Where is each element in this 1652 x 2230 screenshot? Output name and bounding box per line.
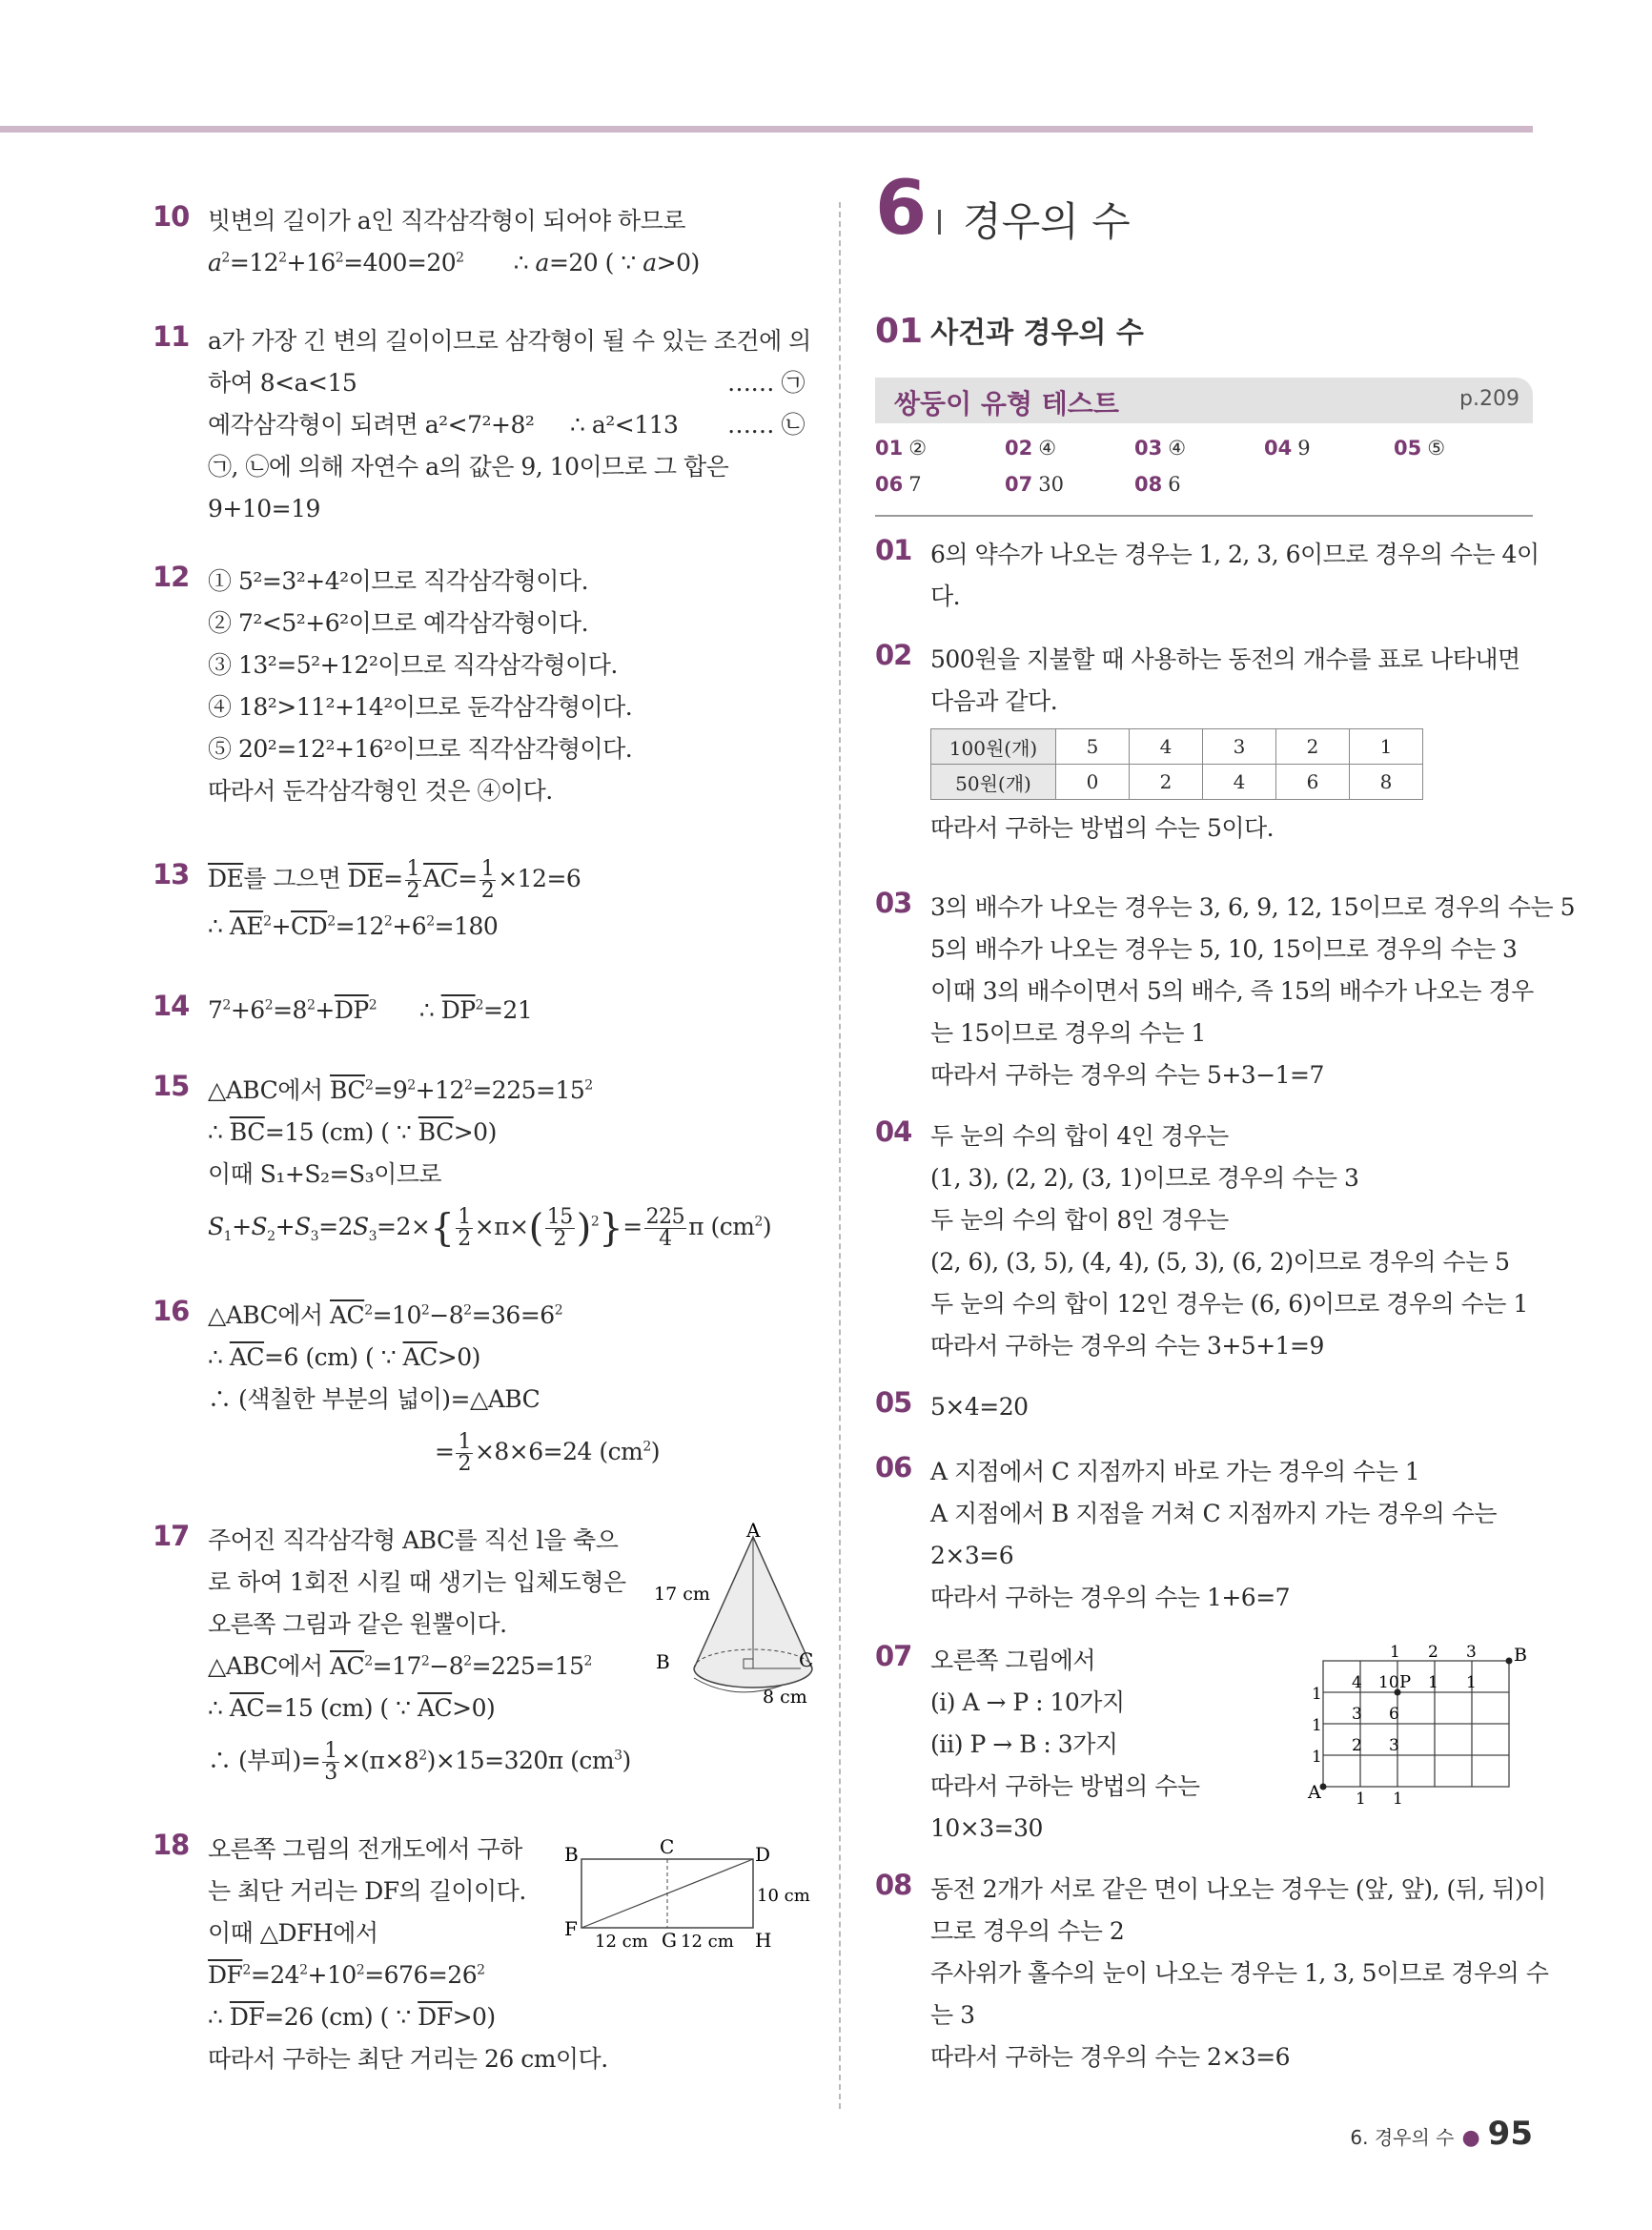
text-line: 따라서 구하는 경우의 수는 1+6=7	[930, 1584, 1291, 1611]
height-label: 10 cm	[757, 1886, 810, 1906]
grid-count: 2	[1428, 1643, 1438, 1662]
table-cell: 5	[1056, 729, 1130, 765]
text-line: 오른쪽 그림의 전개도에서 구하	[208, 1835, 522, 1863]
path-grid-figure	[1295, 1640, 1533, 1809]
grid-count: 1	[1393, 1790, 1403, 1809]
answer-num: 05	[1394, 437, 1422, 460]
row-header: 50원(개)	[931, 765, 1056, 800]
equation-line: $\overline{DF}^2=24^2+10^2=676=26^2$	[208, 1961, 485, 1989]
grid-count: 1	[1390, 1643, 1400, 1662]
table-cell: 2	[1130, 765, 1203, 800]
text-line: (ⅰ) A → P : 10가지	[930, 1688, 1125, 1716]
text-line: 다음과 같다.	[930, 687, 1058, 715]
text-line: A 지점에서 B 지점을 거쳐 C 지점까지 가는 경우의 수는	[930, 1500, 1498, 1527]
text-line: A 지점에서 C 지점까지 바로 가는 경우의 수는 1	[930, 1458, 1420, 1485]
text-line: 3의 배수가 나오는 경우는 3, 6, 9, 12, 15이므로 경우의 수는 5	[930, 893, 1576, 921]
text-line: 이때 S₁+S₂=S₃이므로	[208, 1160, 442, 1188]
text-line: 두 눈의 수의 합이 12인 경우는 (6, 6)이므로 경우의 수는 1	[930, 1290, 1528, 1318]
grid-count: 6	[1389, 1705, 1399, 1724]
text-line: 오른쪽 그림과 같은 원뿔이다.	[208, 1610, 507, 1638]
vertex-a-label: A	[746, 1519, 761, 1542]
chapter-number: 6	[875, 166, 928, 252]
equation-line: ∴ $\overline{BC}=15$ (cm) ( ∵ $\overline{BC}>0$)	[208, 1118, 497, 1146]
point-b-label: B	[564, 1843, 579, 1866]
answer-item	[1264, 437, 1311, 460]
text-line: 따라서 구하는 경우의 수는 5+3−1=7	[930, 1061, 1324, 1089]
width1-label: 12 cm	[595, 1932, 648, 1952]
answer-val: ②	[908, 437, 928, 460]
text-part: 하여 8<a<15	[208, 369, 357, 397]
text-line: 5의 배수가 나오는 경우는 5, 10, 15이므로 경우의 수는 3	[930, 935, 1518, 963]
label-a: …… ㉠	[727, 369, 805, 397]
section-title	[875, 309, 1144, 351]
problem-number: 05	[875, 1386, 912, 1419]
section-number: 01	[875, 312, 924, 351]
equation-line: ∴ (부피)= $\frac{1}{3}$ $\times(\pi\times 8^2)\times 15=320\pi$ $(cm^3)$	[208, 1739, 631, 1785]
text-line: 다.	[930, 583, 961, 610]
grid-count: 4	[1352, 1673, 1362, 1692]
radius-label: 8 cm	[763, 1687, 807, 1708]
section-heading: 사건과 경우의 수	[930, 317, 1144, 350]
answer-num: 08	[1134, 473, 1163, 496]
answer-item	[1134, 473, 1181, 496]
grid-count: 1	[1312, 1685, 1322, 1704]
text-line: 6의 약수가 나오는 경우는 1, 2, 3, 6이므로 경우의 수는 4이	[930, 541, 1540, 568]
answer-num: 04	[1264, 437, 1293, 460]
text-line: 따라서 구하는 방법의 수는 5이다.	[930, 814, 1275, 842]
width2-label: 12 cm	[681, 1932, 734, 1952]
answer-item	[1005, 473, 1064, 496]
table-row	[931, 765, 1423, 800]
grid-count: 10	[1378, 1673, 1399, 1692]
text-line: ① 5²=3²+4²이므로 직각삼각형이다.	[208, 567, 589, 595]
equation-line: $a^2=12^2+16^2=400=20^2$ ∴ a=20 ( ∵ a>0)	[208, 249, 700, 276]
answer-item	[875, 473, 922, 496]
table-cell: 0	[1056, 765, 1130, 800]
answer-item	[1134, 437, 1186, 460]
answer-num: 01	[875, 437, 904, 460]
coin-table	[930, 728, 1423, 800]
text-line: 두 눈의 수의 합이 4인 경우는	[930, 1122, 1229, 1150]
text-line: 2×3=6	[930, 1542, 1014, 1569]
text-line: 주사위가 홀수의 눈이 나오는 경우는 1, 3, 5이므로 경우의 수	[930, 1959, 1549, 1987]
table-cell: 1	[1350, 729, 1423, 765]
answer-val: ⑤	[1427, 437, 1446, 460]
text-line: 따라서 구하는 방법의 수는	[930, 1772, 1200, 1800]
problem-number: 07	[875, 1640, 912, 1672]
problem-number: 13	[153, 858, 190, 890]
answer-key	[875, 431, 1533, 517]
text-line: (ⅱ) P → B : 3가지	[930, 1730, 1118, 1758]
text-line: 빗변의 길이가 a인 직각삼각형이 되어야 하므로	[208, 207, 685, 235]
text-line: 므로 경우의 수는 2	[930, 1917, 1125, 1945]
problem-number: 16	[153, 1295, 190, 1327]
footer-chapter: 6. 경우의 수	[1350, 2126, 1455, 2149]
chapter-bar	[938, 210, 941, 235]
problem-number: 14	[153, 990, 190, 1022]
text-line: ∴ (색칠한 부분의 넓이)=△ABC	[208, 1385, 540, 1413]
text-line: 두 눈의 수의 합이 8인 경우는	[930, 1206, 1229, 1234]
problem-number: 04	[875, 1115, 912, 1148]
answer-num: 06	[875, 473, 904, 496]
problem-number: 12	[153, 561, 190, 593]
text-line: 따라서 구하는 경우의 수는 3+5+1=9	[930, 1332, 1324, 1360]
text-part: 예각삼각형이 되려면 a²<7²+8²	[208, 411, 535, 439]
answer-val: 30	[1038, 473, 1064, 496]
text-line: 동전 2개가 서로 같은 면이 나오는 경우는 (앞, 앞), (뒤, 뒤)이	[930, 1875, 1546, 1903]
text-line: (2, 6), (3, 5), (4, 4), (5, 3), (6, 2)이므로 경우의 수는 5	[930, 1248, 1510, 1276]
equation-line: ∴ $\overline{DF}=26$ (cm) ( ∵ $\overline{DF}>0$)	[208, 2003, 496, 2031]
table-cell: 2	[1276, 729, 1350, 765]
text-line	[208, 404, 810, 446]
grid-count: 1	[1312, 1716, 1322, 1735]
text-line: ③ 13²=5²+12²이므로 직각삼각형이다.	[208, 651, 618, 679]
grid-count: 1	[1312, 1748, 1322, 1767]
problem-number: 06	[875, 1451, 912, 1483]
test-page-ref: p.209	[1459, 387, 1519, 411]
point-d-label: D	[755, 1843, 771, 1866]
test-header	[875, 378, 1533, 423]
text-line	[208, 362, 810, 404]
net-figure	[553, 1835, 810, 1964]
text-line: 이때 △DFH에서	[208, 1919, 378, 1947]
text-line: 는 최단 거리는 DF의 길이이다.	[208, 1877, 526, 1905]
text-line: 따라서 구하는 최단 거리는 26 cm이다.	[208, 2045, 608, 2073]
text-line: 9+10=19	[208, 495, 320, 522]
page-footer	[1350, 2115, 1533, 2153]
text-line: ⑤ 20²=12²+16²이므로 직각삼각형이다.	[208, 735, 633, 763]
point-f-label: F	[564, 1917, 578, 1940]
vertex-c-label: C	[799, 1648, 814, 1671]
point-g-label: G	[662, 1929, 677, 1952]
text-line: ㉠, ㉡에 의해 자연수 a의 값은 9, 10이므로 그 합은	[208, 453, 729, 481]
text-line: 로 하여 1회전 시킬 때 생기는 입체도형은	[208, 1568, 626, 1596]
problem-number: 01	[875, 534, 912, 566]
text-line: 따라서 구하는 경우의 수는 2×3=6	[930, 2043, 1291, 2071]
chapter-heading: 경우의 수	[963, 198, 1131, 245]
grid-count: 3	[1466, 1643, 1477, 1662]
text-line: (1, 3), (2, 2), (3, 1)이므로 경우의 수는 3	[930, 1164, 1359, 1192]
equation-line: △ABC에서 $\overline{AC}^2=10^2-8^2=36=6^2$	[208, 1301, 563, 1329]
grid-count: 3	[1352, 1705, 1362, 1724]
column-divider	[839, 202, 841, 2109]
problem-number: 18	[153, 1829, 190, 1861]
answer-item	[1005, 437, 1056, 460]
table-cell: 8	[1350, 765, 1423, 800]
answer-val: ④	[1168, 437, 1187, 460]
text-line: 500원을 지불할 때 사용하는 동전의 개수를 표로 나타내면	[930, 645, 1520, 673]
answer-val: 6	[1168, 473, 1181, 496]
equation-line: $S_1+S_2+S_3=2S_3=2\times${ $\frac{1}{2}$ ×π×( $\frac{15}{2}$ )$^2$}= $\frac{225}{4}$ π $(cm^2)$	[208, 1205, 772, 1251]
answer-val: 7	[908, 473, 922, 496]
equation-line: ∴ $\overline{AC}=6$ (cm) ( ∵ $\overline{AC}>0$)	[208, 1343, 480, 1371]
text-line: a가 가장 긴 변의 길이이므로 삼각형이 될 수 있는 조건에 의	[208, 327, 811, 355]
text-line: 는 15이므로 경우의 수는 1	[930, 1019, 1206, 1047]
point-c-label: C	[660, 1835, 675, 1858]
cone-figure	[648, 1519, 814, 1708]
text-line: 따라서 둔각삼각형인 것은 ④이다.	[208, 777, 553, 805]
equation-line: ∴ $\overline{AE}^2+\overline{CD}^2=12^2+6^2=180$	[208, 912, 499, 940]
vertex-b-label: B	[656, 1650, 670, 1673]
answer-num: 07	[1005, 473, 1033, 496]
label-b: …… ㉡	[727, 411, 805, 439]
problem-number: 03	[875, 887, 912, 919]
problem-number: 02	[875, 639, 912, 671]
point-h-label: H	[755, 1929, 772, 1952]
text-line: 오른쪽 그림에서	[930, 1647, 1095, 1674]
problem-number: 10	[153, 200, 190, 233]
grid-count: 1	[1466, 1673, 1477, 1692]
bullet-icon: ●	[1461, 2126, 1480, 2150]
equation-line: = $\frac{1}{2}$ ×8×6=24 $(cm^2)$	[435, 1430, 661, 1476]
problem-number: 17	[153, 1520, 190, 1552]
page-number: 95	[1487, 2115, 1533, 2153]
text-line: ④ 18²>11²+14²이므로 둔각삼각형이다.	[208, 693, 633, 721]
answer-item	[875, 437, 927, 460]
answer-val: 9	[1297, 437, 1311, 460]
grid-b-label: B	[1514, 1645, 1527, 1666]
top-color-bar	[0, 126, 1533, 133]
text-line: 주어진 직각삼각형 ABC를 직선 l을 축으	[208, 1526, 619, 1554]
row-header: 100원(개)	[931, 729, 1056, 765]
answer-num: 02	[1005, 437, 1033, 460]
table-row	[931, 729, 1423, 765]
text-line: 5×4=20	[930, 1393, 1029, 1421]
equation-line: △ABC에서 $\overline{BC}^2=9^2+12^2=225=15^2$	[208, 1076, 593, 1104]
grid-count: 2	[1352, 1736, 1362, 1755]
equation-line: $\overline{DE}$를 그으면 $\overline{DE}=$ $\frac{1}{2}$ $\overline{AC}=$ $\frac{1}{2}$ ×12=6	[208, 857, 581, 903]
grid-count: 1	[1428, 1673, 1438, 1692]
text-line: ② 7²<5²+6²이므로 예각삼각형이다.	[208, 609, 589, 637]
grid-count: 1	[1356, 1790, 1366, 1809]
text-line: 10×3=30	[930, 1814, 1043, 1842]
equation-line: ∴ $\overline{AC}=15$ (cm) ( ∵ $\overline{AC}>0$)	[208, 1694, 496, 1722]
table-cell: 6	[1276, 765, 1350, 800]
text-part: ∴ a²<113	[570, 411, 679, 439]
table-cell: 4	[1203, 765, 1276, 800]
problem-number: 08	[875, 1869, 912, 1901]
answer-item	[1394, 437, 1445, 460]
slant-label: 17 cm	[654, 1584, 710, 1605]
grid-p-label: P	[1399, 1672, 1412, 1692]
text-line: 는 3	[930, 2001, 975, 2029]
answer-num: 03	[1134, 437, 1163, 460]
text-line: 이때 3의 배수이면서 5의 배수, 즉 15의 배수가 나오는 경우	[930, 977, 1534, 1005]
answer-val: ④	[1038, 437, 1057, 460]
test-title: 쌍둥이 유형 테스트	[894, 388, 1119, 419]
grid-count: 3	[1389, 1736, 1399, 1755]
problem-number: 15	[153, 1070, 190, 1102]
equation-line: △ABC에서 $\overline{AC}^2=17^2-8^2=225=15^2$	[208, 1652, 592, 1680]
table-cell: 4	[1130, 729, 1203, 765]
equation-line: $7^2+6^2=8^2+\overline{DP}^2$ ∴ $\overline{DP}^2=21$	[208, 996, 533, 1024]
problem-number: 11	[153, 320, 190, 353]
grid-a-label: A	[1308, 1782, 1321, 1803]
table-cell: 3	[1203, 729, 1276, 765]
